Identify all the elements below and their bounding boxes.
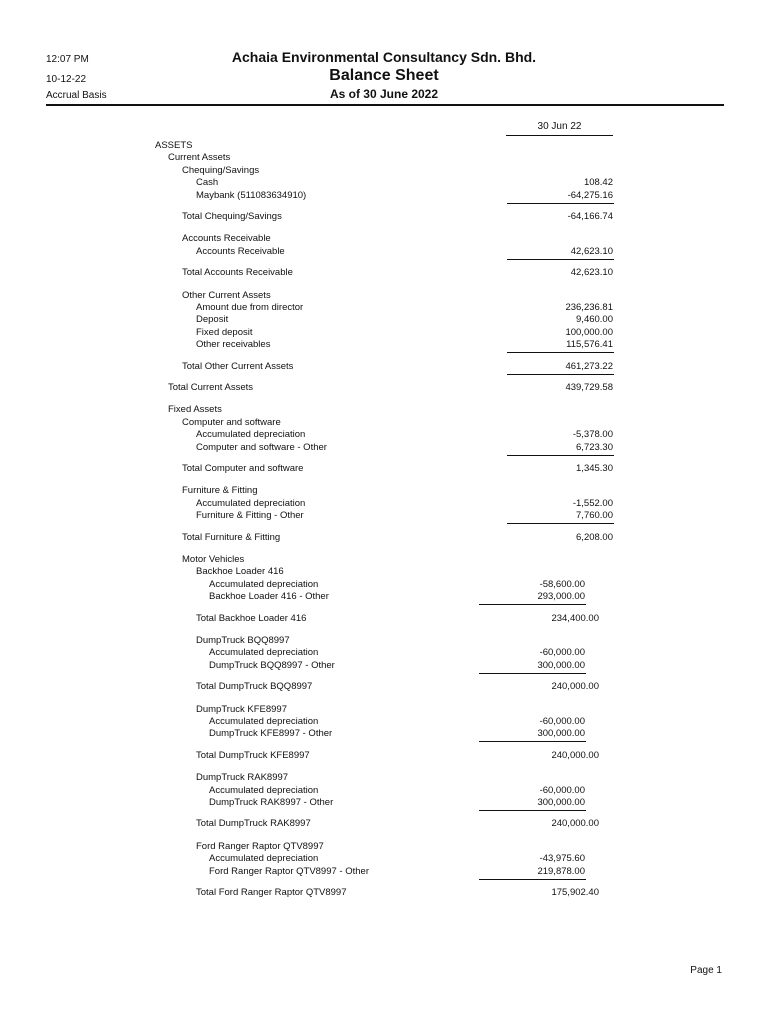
row-amount: -5,378.00 [572,429,613,441]
row-amount: 6,723.30 [576,441,613,453]
account-row [0,190,768,202]
row-label: Backhoe Loader 416 - Other [209,591,329,603]
row-amount: 219,878.00 [537,865,585,877]
row-label: Total Furniture & Fitting [182,531,281,543]
row-label: Total DumpTruck RAK8997 [196,818,311,830]
total-row [0,382,768,394]
row-amount: -58,600.00 [539,578,585,590]
column-header: 30 Jun 22 [537,121,582,132]
row-amount: -64,275.16 [567,189,613,201]
row-amount: -60,000.00 [539,647,585,659]
row-label: Total Current Assets [168,382,254,393]
row-label: Computer and software [182,416,281,428]
account-row [0,866,768,878]
account-row [0,510,768,522]
row-amount: 439,729.58 [565,382,613,393]
report-date: 10-12-22 [46,74,87,85]
account-row [0,485,768,497]
total-row [0,211,768,223]
row-amount: 100,000.00 [565,326,613,338]
row-amount: 300,000.00 [537,728,585,740]
account-row [0,647,768,659]
row-label: Amount due from director [196,302,304,313]
row-amount: 234,400.00 [551,612,599,624]
account-row [0,314,768,326]
account-row [0,635,768,647]
row-label: Maybank (511083634910) [196,189,307,201]
row-amount: 175,902.40 [551,887,599,898]
account-row [0,404,768,416]
row-label: Other receivables [196,339,271,351]
subtotal-rule [507,523,614,524]
total-row [0,818,768,830]
account-row [0,797,768,809]
account-row [0,554,768,566]
account-row [0,327,768,339]
account-row [0,841,768,853]
account-row [0,152,768,164]
account-row [0,785,768,797]
row-label: Cash [196,177,219,189]
row-label: Accumulated depreciation [209,578,319,590]
account-row [0,165,768,177]
total-row [0,887,768,899]
subtotal-rule [507,259,614,260]
row-label: Total DumpTruck KFE8997 [196,749,310,761]
subtotal-rule [507,455,614,456]
row-label: Fixed deposit [196,326,253,338]
row-amount: 236,236.81 [565,302,613,313]
total-row [0,750,768,762]
row-amount: 115,576.41 [566,339,613,351]
account-row [0,728,768,740]
row-amount: -1,552.00 [572,497,613,509]
row-label: Accounts Receivable [182,233,271,245]
total-row [0,613,768,625]
row-label: Motor Vehicles [182,554,245,565]
row-amount: 7,760.00 [576,510,613,522]
subtotal-rule [479,741,586,742]
row-amount: 240,000.00 [551,749,599,761]
total-row [0,681,768,693]
row-label: Total Accounts Receivable [182,267,293,279]
row-amount: 240,000.00 [551,818,599,830]
account-row [0,704,768,716]
account-row [0,579,768,591]
row-label: Furniture & Fitting [182,485,258,497]
report-time: 12:07 PM [46,54,89,65]
account-row [0,233,768,245]
report-basis: Accrual Basis [46,90,107,101]
subtotal-rule [479,810,586,811]
row-label: Current Assets [168,152,231,164]
row-amount: 9,460.00 [576,314,613,326]
row-amount: 42,623.10 [570,267,613,279]
account-row [0,772,768,784]
company-name: Achaia Environmental Consultancy Sdn. Bhd. [231,49,537,65]
account-row [0,716,768,728]
account-row [0,566,768,578]
row-label: Total Chequing/Savings [182,211,282,222]
row-label: Other Current Assets [182,289,271,301]
account-row [0,498,768,510]
account-row [0,591,768,603]
row-amount: 1,345.30 [576,463,613,474]
account-row [0,302,768,314]
total-row [0,463,768,475]
subtotal-rule [507,374,614,375]
row-amount: 300,000.00 [537,797,585,808]
row-amount: 293,000.00 [537,591,585,603]
page-number: Page 1 [690,965,722,976]
row-label: Computer and software - Other [196,441,327,453]
account-row [0,660,768,672]
row-label: DumpTruck KFE8997 - Other [209,728,333,740]
row-label: Accumulated depreciation [209,784,319,796]
subtotal-rule [479,673,586,674]
row-label: Accounts Receivable [196,245,285,257]
subtotal-rule [507,203,614,204]
row-label: Total Other Current Assets [182,360,294,372]
report-as-of: As of 30 June 2022 [329,87,439,101]
row-label: ASSETS [155,140,193,151]
row-amount: 461,273.22 [565,360,613,372]
row-amount: -43,975.60 [539,853,585,865]
account-row [0,429,768,441]
row-label: DumpTruck RAK8997 [196,772,289,784]
row-label: Deposit [196,314,229,326]
report-title: Balance Sheet [329,67,439,84]
subtotal-rule [479,604,586,605]
row-label: Ford Ranger Raptor QTV8997 - Other [209,865,369,877]
account-row [0,290,768,302]
account-row [0,417,768,429]
row-label: Accumulated depreciation [209,716,319,727]
row-label: Accumulated depreciation [196,429,306,441]
subtotal-rule [479,879,586,880]
row-label: Furniture & Fitting - Other [196,510,304,522]
row-label: DumpTruck RAK8997 - Other [209,797,334,808]
row-amount: -60,000.00 [539,716,585,727]
row-amount: 42,623.10 [570,245,613,257]
account-row [0,853,768,865]
row-label: Total DumpTruck BQQ8997 [196,681,313,693]
account-row [0,339,768,351]
row-label: DumpTruck BQQ8997 - Other [209,659,335,671]
row-amount: 240,000.00 [551,681,599,693]
row-label: DumpTruck BQQ8997 [196,635,290,646]
row-label: DumpTruck KFE8997 [196,703,287,715]
total-row [0,361,768,373]
account-row [0,177,768,189]
row-amount: 108.42 [583,177,613,189]
row-label: Accumulated depreciation [209,853,319,865]
subtotal-rule [507,352,614,353]
row-amount: 300,000.00 [537,659,585,671]
row-label: Total Backhoe Loader 416 [196,612,307,624]
row-amount: -64,166.74 [567,211,613,222]
row-label: Fixed Assets [168,404,222,416]
row-label: Chequing/Savings [182,164,260,176]
row-label: Total Computer and software [182,463,304,474]
row-label: Ford Ranger Raptor QTV8997 [196,840,324,852]
total-row [0,267,768,279]
account-row [0,140,768,152]
row-label: Accumulated depreciation [196,497,306,509]
row-label: Backhoe Loader 416 [196,566,284,578]
account-row [0,442,768,454]
row-amount: 6,208.00 [576,531,613,543]
row-label: Accumulated depreciation [209,647,319,659]
account-row [0,246,768,258]
row-amount: -60,000.00 [539,784,585,796]
row-label: Total Ford Ranger Raptor QTV8997 [196,887,347,898]
total-row [0,532,768,544]
